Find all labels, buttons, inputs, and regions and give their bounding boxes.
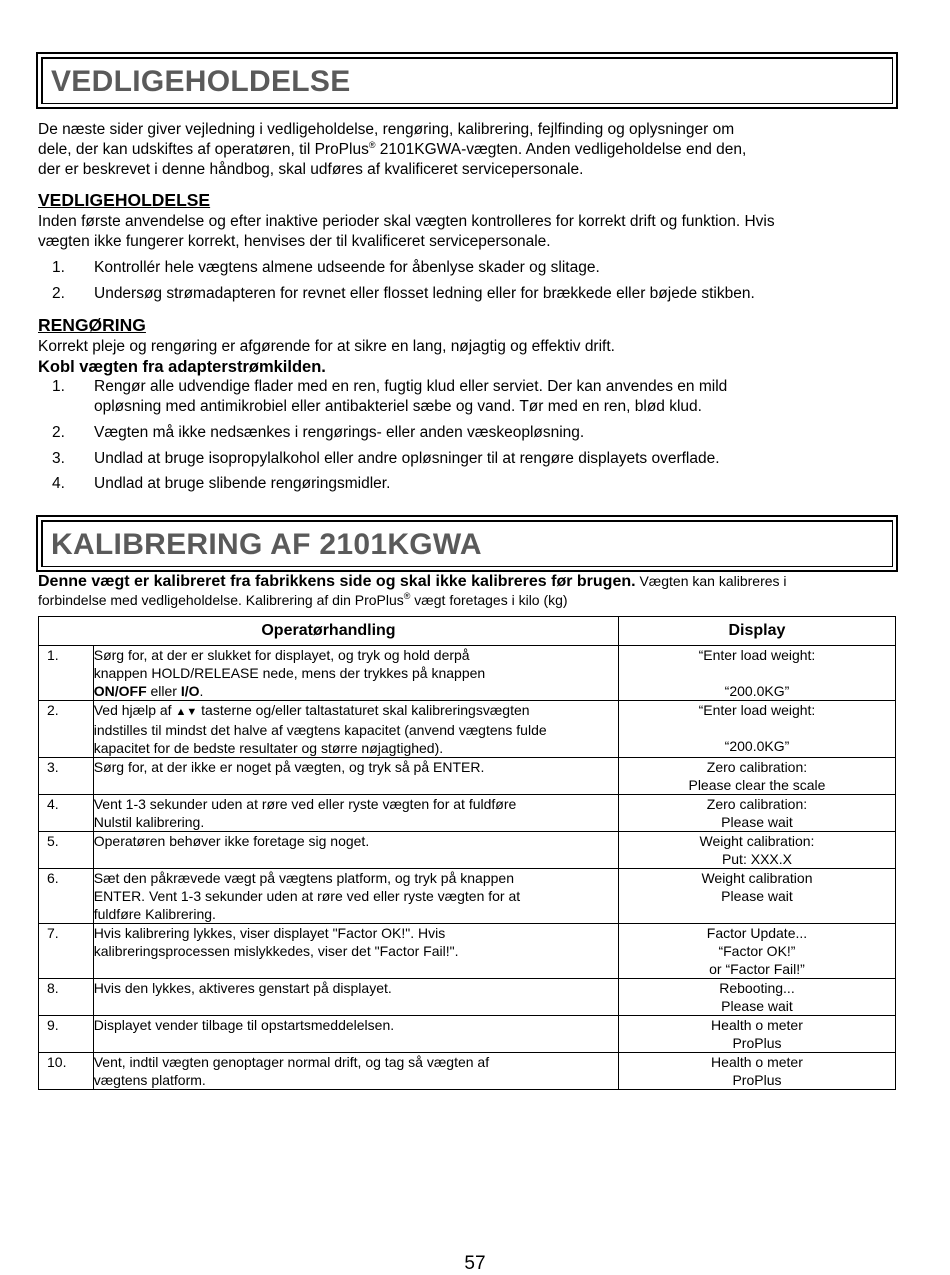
up-down-arrows-icon: ▲▼ [175,706,198,718]
table-row: 5. Operatøren behøver ikke foretage sig noget. Weight calibration: Put: XXX.X [39,832,896,869]
table-row: 3. Sørg for, at der ikke er noget på vægten, og tryk så på ENTER. Zero calibration: Please clear the scale [39,758,896,795]
table-row: 2. Ved hjælp af ▲▼ tasterne og/eller taltastaturet skal kalibreringsvægten indstilles til mindst det halve af vægtens kapacitet (anvend vægtens fulde kapacitet for de bedste resultater og større nøjagtighed). “Enter load weight: “200.0KG” [39,701,896,758]
heading-cleaning: RENGØRING [38,315,146,335]
table-row: 8. Hvis den lykkes, aktiveres genstart på displayet. Rebooting... Please wait [39,979,896,1016]
table-row: 4. Vent 1-3 sekunder uden at røre ved eller ryste vægten for at fuldføre Nulstil kalibrering. Zero calibration: Please wait [39,795,896,832]
cleaning-warning: Kobl vægten fra adapterstrømkilden. [38,358,326,376]
page-number: 57 [464,1253,486,1274]
column-header-display: Display [618,617,895,646]
calibration-intro: Denne vægt er kalibreret fra fabrikkens side og skal ikke kalibreres før brugen. Vægten kan kalibreres i forbindelse med vedligeholdelse. Kalibrering af din ProPlus® vægt foretages i kilo (kg) [38,573,787,608]
table-header-row [39,617,896,646]
cleaning-text: Korrekt pleje og rengøring er afgørende for at sikre en lang, nøjagtig og effektiv drift. [38,338,615,355]
banner-title: VEDLIGEHOLDELSE [41,57,893,104]
intro-line-2: dele, der kan udskiftes af operatøren, til ProPlus® 2101KGWA-vægten. Anden vedligeholdelse end den, [38,140,747,158]
banner-title: KALIBRERING AF 2101KGWA [41,520,893,567]
registered-mark: ® [368,140,376,150]
section-banner-calibration [36,515,898,572]
table-row: 7. Hvis kalibrering lykkes, viser displayet "Factor OK!". Hvis kalibreringsprocessen mislykkedes, viser det "Factor Fail!". Factor Update... “Factor OK!” or “Factor Fail!” [39,924,896,979]
intro-line-3: der er beskrevet i denne håndbog, skal udføres af kvalificeret servicepersonale. [38,161,584,178]
intro-line-1: De næste sider giver vejledning i vedligeholdelse, rengøring, kalibrering, fejlfinding og oplysninger om [38,121,735,138]
registered-mark: ® [403,591,411,601]
column-header-action: Operatørhandling [39,617,619,646]
table-row: 1. Sørg for, at der er slukket for displayet, og tryk og hold derpå knappen HOLD/RELEASE nede, mens der trykkes på knappen ON/OFF eller I/O. “Enter load weight: “200.0KG” [39,646,896,701]
maintenance-text: Inden første anvendelse og efter inaktive perioder skal vægten kontrolleres for korrekt drift og funktion. Hvis vægten ikke fungerer korrekt, henvises der til kvalificeret servicepersonale. [38,213,775,250]
calibration-table [38,616,896,1090]
table-row: 6. Sæt den påkrævede vægt på vægtens platform, og tryk på knappen ENTER. Vent 1-3 sekunder uden at røre ved eller ryste vægten for at fuldføre Kalibrering. Weight calibration Please wait [39,869,896,924]
table-row: 9. Displayet vender tilbage til opstartsmeddelelsen. Health o meter ProPlus [39,1016,896,1053]
intro-paragraph [38,120,898,180]
table-row: 10. Vent, indtil vægten genoptager normal drift, og tag så vægten af vægtens platform. Health o meter ProPlus [39,1053,896,1090]
heading-maintenance: VEDLIGEHOLDELSE [38,190,211,210]
section-banner-maintenance [36,52,898,109]
